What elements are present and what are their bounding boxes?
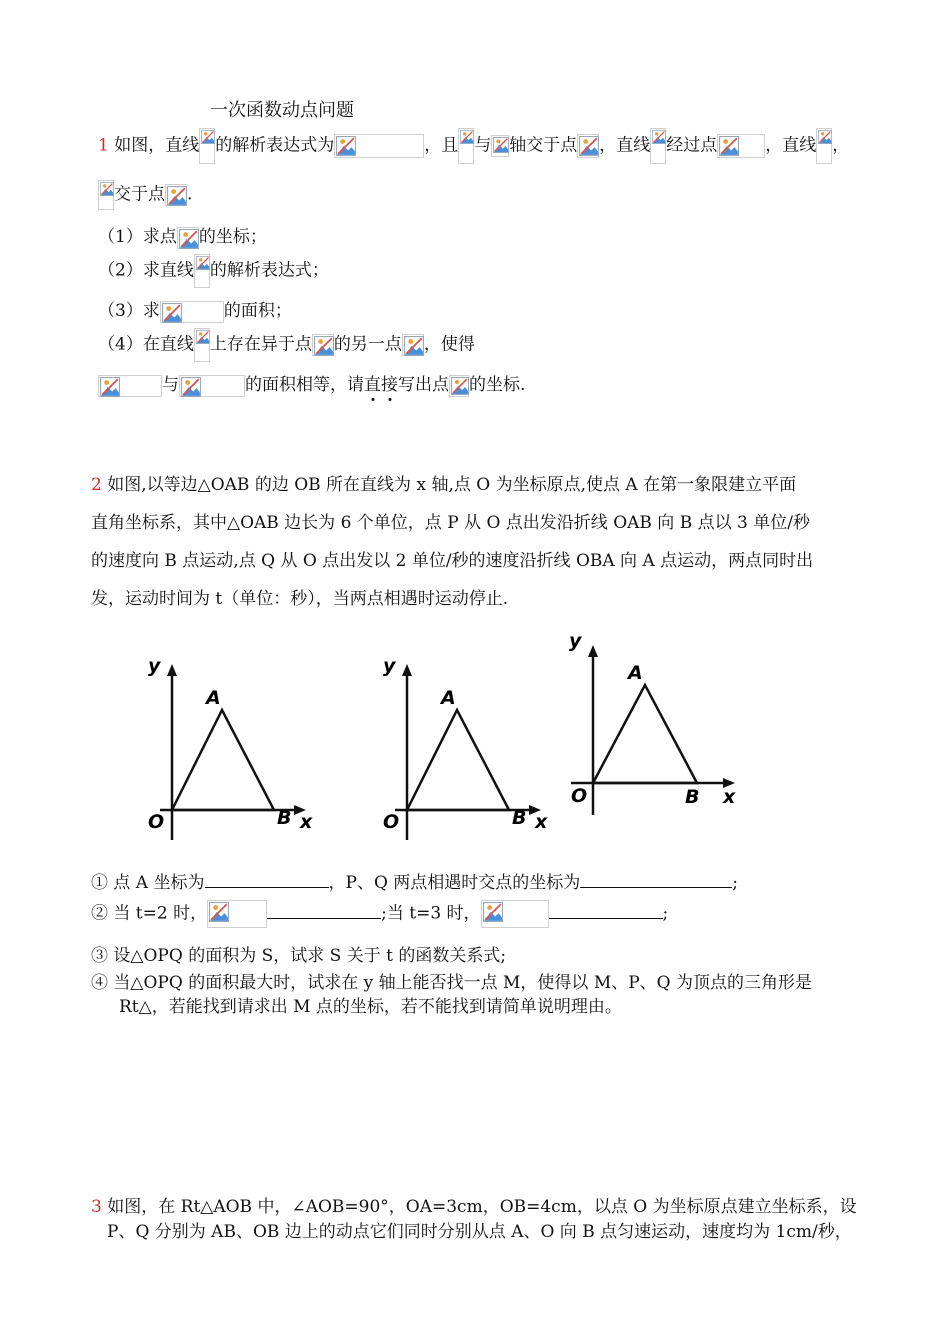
broken-image-icon [194, 254, 210, 288]
text: （3）求 [98, 301, 160, 321]
text: 的解析表达式为 [215, 135, 335, 156]
figure-1 [140, 650, 320, 840]
text: ; [732, 873, 739, 893]
o-label: O [148, 811, 165, 833]
q2-item-2 [91, 900, 668, 928]
triangle [172, 710, 274, 810]
text: 如图,以等边△OAB 的边 OB 所在直线为 x 轴,点 O 为坐标原点,使点 A 在第一象限建立平面 [107, 475, 797, 495]
text: 的速度向 B 点运动,点 Q 从 O 点出发以 2 单位/秒的速度沿折线 OBA 向 A 点运动，两点同时出 [91, 551, 814, 571]
item-mark: ④ [91, 973, 108, 993]
answer-blank [580, 887, 732, 888]
text: ，且 [424, 135, 459, 156]
broken-image-icon [717, 134, 765, 158]
q2-item-3 [91, 945, 506, 967]
text: ; [662, 903, 669, 924]
broken-image-icon [491, 135, 509, 157]
q2-item-4 [91, 972, 812, 994]
item-mark: ③ [91, 946, 108, 966]
question-1-line-1 [98, 128, 849, 164]
question-1-sub-4 [98, 328, 475, 362]
broken-image-icon [816, 128, 832, 164]
text: 当 t=2 时， [113, 903, 208, 924]
figure-3 [563, 625, 753, 815]
text: 设△OPQ 的面积为 S，试求 S 关于 t 的函数关系式; [113, 946, 507, 966]
question-2-paragraph [91, 466, 871, 618]
x-label: x [300, 811, 313, 833]
text: 的另一点 [333, 334, 402, 355]
b-label: B [277, 807, 292, 829]
o-label: O [383, 811, 400, 833]
page-title: 一次函数动点问题 [210, 100, 354, 121]
text: 的面积； [223, 301, 292, 321]
text: 当△OPQ 的面积最大时，试求在 y 轴上能否找一点 M，使得以 M、P、Q 为顶点的三角形是 [113, 973, 813, 993]
y-label: y [383, 655, 396, 677]
question-number: 1 [98, 135, 109, 156]
text: ;当 t=3 时， [381, 903, 481, 924]
text: 如图，直线 [114, 135, 200, 156]
text: 与 [474, 135, 492, 156]
b-label: B [685, 786, 700, 808]
a-label: A [628, 662, 643, 684]
b-label: B [512, 807, 527, 829]
text: ，使得 [423, 334, 475, 355]
text: 点 A 坐标为 [113, 873, 205, 893]
question-1-sub-2 [98, 254, 329, 288]
question-3-line-1 [91, 1196, 857, 1218]
q2-item-1 [91, 872, 738, 894]
text: （2）求直线 [98, 260, 194, 281]
broken-image-icon [177, 227, 199, 249]
a-label: A [441, 687, 456, 709]
x-label: x [723, 786, 736, 808]
question-number: 2 [91, 475, 102, 495]
emphasis-text: 直 [364, 375, 381, 395]
arrow-icon [588, 645, 598, 657]
item-mark: ① [91, 873, 108, 893]
text: 交于点 [114, 184, 165, 205]
emphasis-text: 接 [381, 375, 398, 395]
text: ，P、Q 两点相遇时交点的坐标为 [328, 873, 581, 893]
q2-item-4-continued: Rt△，若能找到请求出 M 点的坐标，若不能找到请简单说明理由。 [119, 997, 622, 1017]
y-label: y [569, 630, 582, 652]
text: 发，运动时间为 t（单位：秒），当两点相遇时运动停止. [91, 589, 509, 609]
item-mark: ② [91, 903, 108, 924]
broken-image-icon [449, 375, 469, 397]
text: （1）求点 [98, 227, 177, 247]
question-number: 3 [91, 1197, 102, 1217]
text: 的坐标. [469, 375, 526, 395]
o-label: O [571, 785, 588, 807]
text: 的坐标； [198, 227, 267, 247]
figure-2 [375, 650, 555, 840]
text: . [187, 184, 193, 205]
arrow-icon [167, 664, 177, 676]
broken-image-icon [402, 334, 424, 356]
text: 的解析表达式； [209, 260, 329, 281]
broken-image-icon [194, 328, 210, 362]
y-label: y [148, 655, 161, 677]
text: 的面积相等，请 [245, 375, 364, 395]
text: 直角坐标系，其中△OAB 边长为 6 个单位，点 P 从 O 点出发沿折线 OAB 向 B 点以 3 单位/秒 [91, 513, 810, 533]
a-label: A [206, 687, 221, 709]
question-1-line-2 [98, 180, 192, 210]
broken-image-icon [165, 184, 187, 206]
answer-blank [205, 887, 329, 888]
broken-image-icon [650, 128, 666, 164]
broken-image-icon [179, 375, 245, 397]
broken-image-icon [481, 900, 549, 928]
question-1-sub-3 [98, 300, 292, 323]
question-1-sub-1 [98, 226, 267, 249]
broken-image-icon [199, 128, 215, 164]
broken-image-icon [98, 180, 114, 210]
answer-blank [267, 918, 381, 919]
text: 上存在异于点 [209, 334, 312, 355]
text: 与 [162, 375, 179, 395]
text: 经过点 [666, 135, 718, 156]
broken-image-icon [312, 334, 334, 356]
broken-image-icon [334, 134, 424, 158]
question-1-sub-5 [98, 374, 525, 397]
question-3-line-2: P、Q 分别为 AB、OB 边上的动点它们同时分别从点 A、O 向 B 点匀速运动，速度均为 1cm/秒， [107, 1222, 852, 1242]
arrow-icon [402, 664, 412, 676]
answer-blank [549, 918, 663, 919]
text: 轴交于点 [509, 135, 578, 156]
text: 如图，在 Rt△AOB 中，∠AOB=90°，OA=3cm，OB=4cm，以点 O 为坐标原点建立坐标系，设 [107, 1197, 857, 1217]
triangle [593, 685, 697, 783]
text: ，直线 [765, 135, 817, 156]
triangle [407, 710, 509, 810]
broken-image-icon [207, 900, 267, 928]
text: 写出点 [398, 375, 449, 395]
x-label: x [535, 811, 548, 833]
broken-image-icon [160, 301, 224, 323]
broken-image-icon [577, 134, 599, 158]
broken-image-icon [458, 128, 474, 164]
text: ，直线 [599, 135, 651, 156]
broken-image-icon [98, 375, 162, 397]
text: （4）在直线 [98, 334, 194, 355]
text: ， [832, 135, 850, 156]
